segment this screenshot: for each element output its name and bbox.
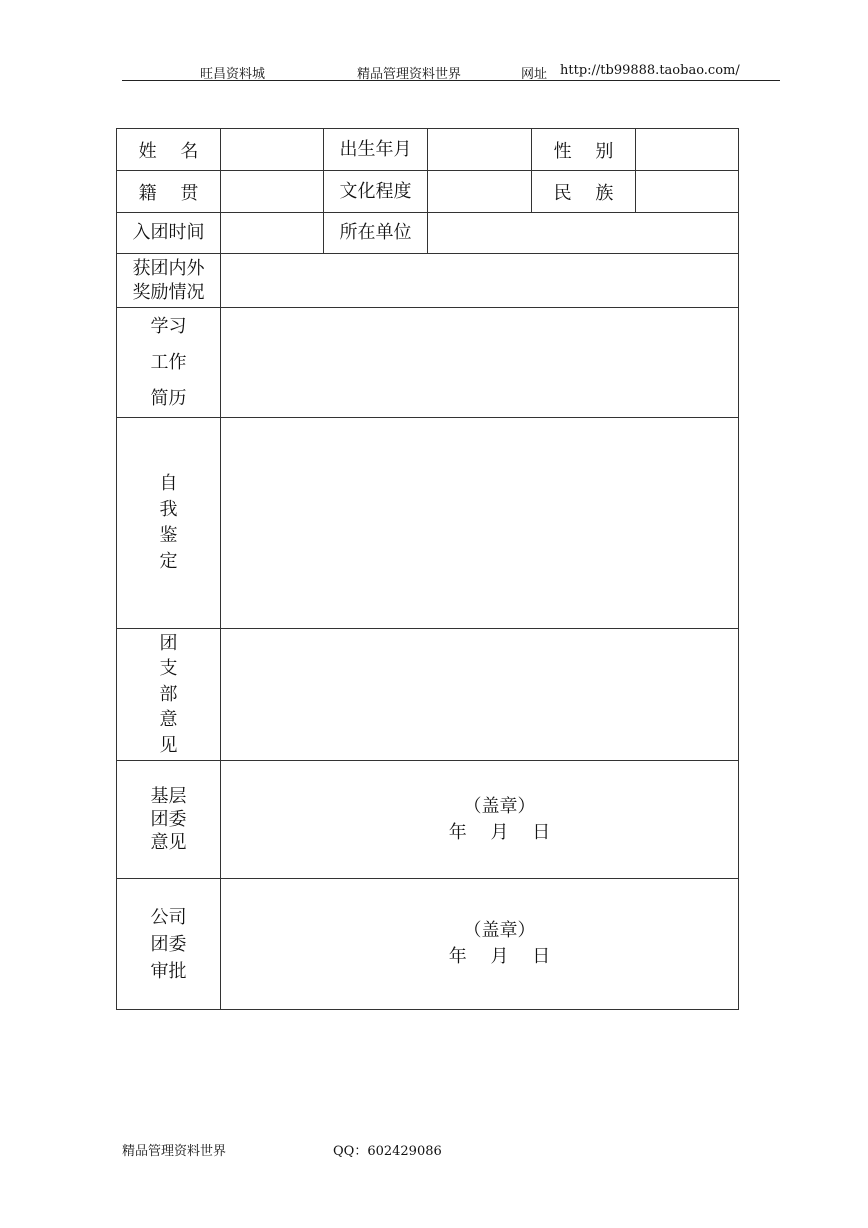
header-url[interactable]: http://tb99888.taobao.com/ [560, 63, 740, 78]
company-label-2: 团委 [150, 933, 187, 955]
self-evaluation-field[interactable] [221, 418, 739, 629]
company-date: 年 月 日 [448, 946, 551, 967]
branch-label-1: 团 [159, 632, 178, 654]
branch-label-5: 见 [159, 734, 178, 756]
form-row-company-approval [117, 879, 739, 1010]
self-evaluation-label [117, 418, 221, 629]
awards-label-line-2: 奖励情况 [132, 281, 205, 303]
grassroots-opinion-label [117, 761, 221, 879]
form-row-basic-2 [117, 171, 739, 213]
grassroots-date: 年 月 日 [448, 821, 551, 843]
join-date-field[interactable] [221, 213, 324, 254]
awards-label [117, 254, 221, 308]
company-stamp: （盖章） [463, 920, 536, 941]
header-url-label: 网址 [521, 67, 548, 82]
branch-label-3: 部 [159, 683, 178, 705]
form-row-self-evaluation [117, 418, 739, 629]
company-approval-field[interactable] [221, 879, 739, 1010]
education-label: 文化程度 [324, 171, 428, 213]
self-eval-label-4: 定 [159, 551, 178, 572]
form-row-grassroots-opinion [117, 761, 739, 879]
grassroots-label-1: 基层 [150, 786, 187, 807]
grassroots-label-3: 意见 [150, 832, 187, 853]
unit-label: 所在单位 [324, 213, 428, 254]
grassroots-stamp: （盖章） [463, 795, 536, 817]
resume-label [117, 308, 221, 418]
branch-label-4: 意 [159, 709, 178, 731]
grassroots-label-2: 团委 [150, 809, 187, 830]
branch-opinion-label [117, 629, 221, 761]
branch-opinion-field[interactable] [221, 629, 739, 761]
birth-field[interactable] [428, 129, 532, 171]
header-slogan: 精品管理资料世界 [357, 67, 462, 82]
native-place-field[interactable] [221, 171, 324, 213]
birth-label: 出生年月 [324, 129, 428, 171]
form-row-basic-3 [117, 213, 739, 254]
branch-label-2: 支 [159, 658, 178, 680]
header-shop-name: 旺昌资料城 [200, 67, 266, 82]
self-eval-label-2: 我 [159, 499, 178, 520]
footer-qq: QQ：602429086 [333, 1144, 442, 1159]
form-row-resume [117, 308, 739, 418]
company-approval-label [117, 879, 221, 1010]
self-eval-label-3: 鉴 [159, 525, 178, 546]
registration-form [116, 128, 739, 1010]
form-row-branch-opinion [117, 629, 739, 761]
form-row-basic-1 [117, 129, 739, 171]
ethnic-label: 民 族 [532, 171, 636, 213]
gender-label: 性 别 [532, 129, 636, 171]
resume-field[interactable] [221, 308, 739, 418]
self-eval-label-1: 自 [159, 473, 178, 494]
join-date-label: 入团时间 [117, 213, 221, 254]
company-label-1: 公司 [150, 906, 187, 928]
grassroots-opinion-field[interactable] [221, 761, 739, 879]
education-field[interactable] [428, 171, 532, 213]
awards-field[interactable] [221, 254, 739, 308]
name-field[interactable] [221, 129, 324, 171]
footer-slogan: 精品管理资料世界 [122, 1144, 227, 1159]
unit-field[interactable] [428, 213, 739, 254]
resume-label-2: 工作 [150, 351, 187, 373]
company-label-3: 审批 [150, 960, 187, 982]
resume-label-3: 简历 [150, 387, 187, 409]
gender-field[interactable] [636, 129, 739, 171]
name-label: 姓 名 [117, 129, 221, 171]
header-divider [122, 80, 780, 81]
native-place-label: 籍 贯 [117, 171, 221, 213]
awards-label-line-1: 获团内外 [132, 258, 205, 280]
resume-label-1: 学习 [150, 315, 187, 337]
ethnic-field[interactable] [636, 171, 739, 213]
form-row-awards [117, 254, 739, 308]
